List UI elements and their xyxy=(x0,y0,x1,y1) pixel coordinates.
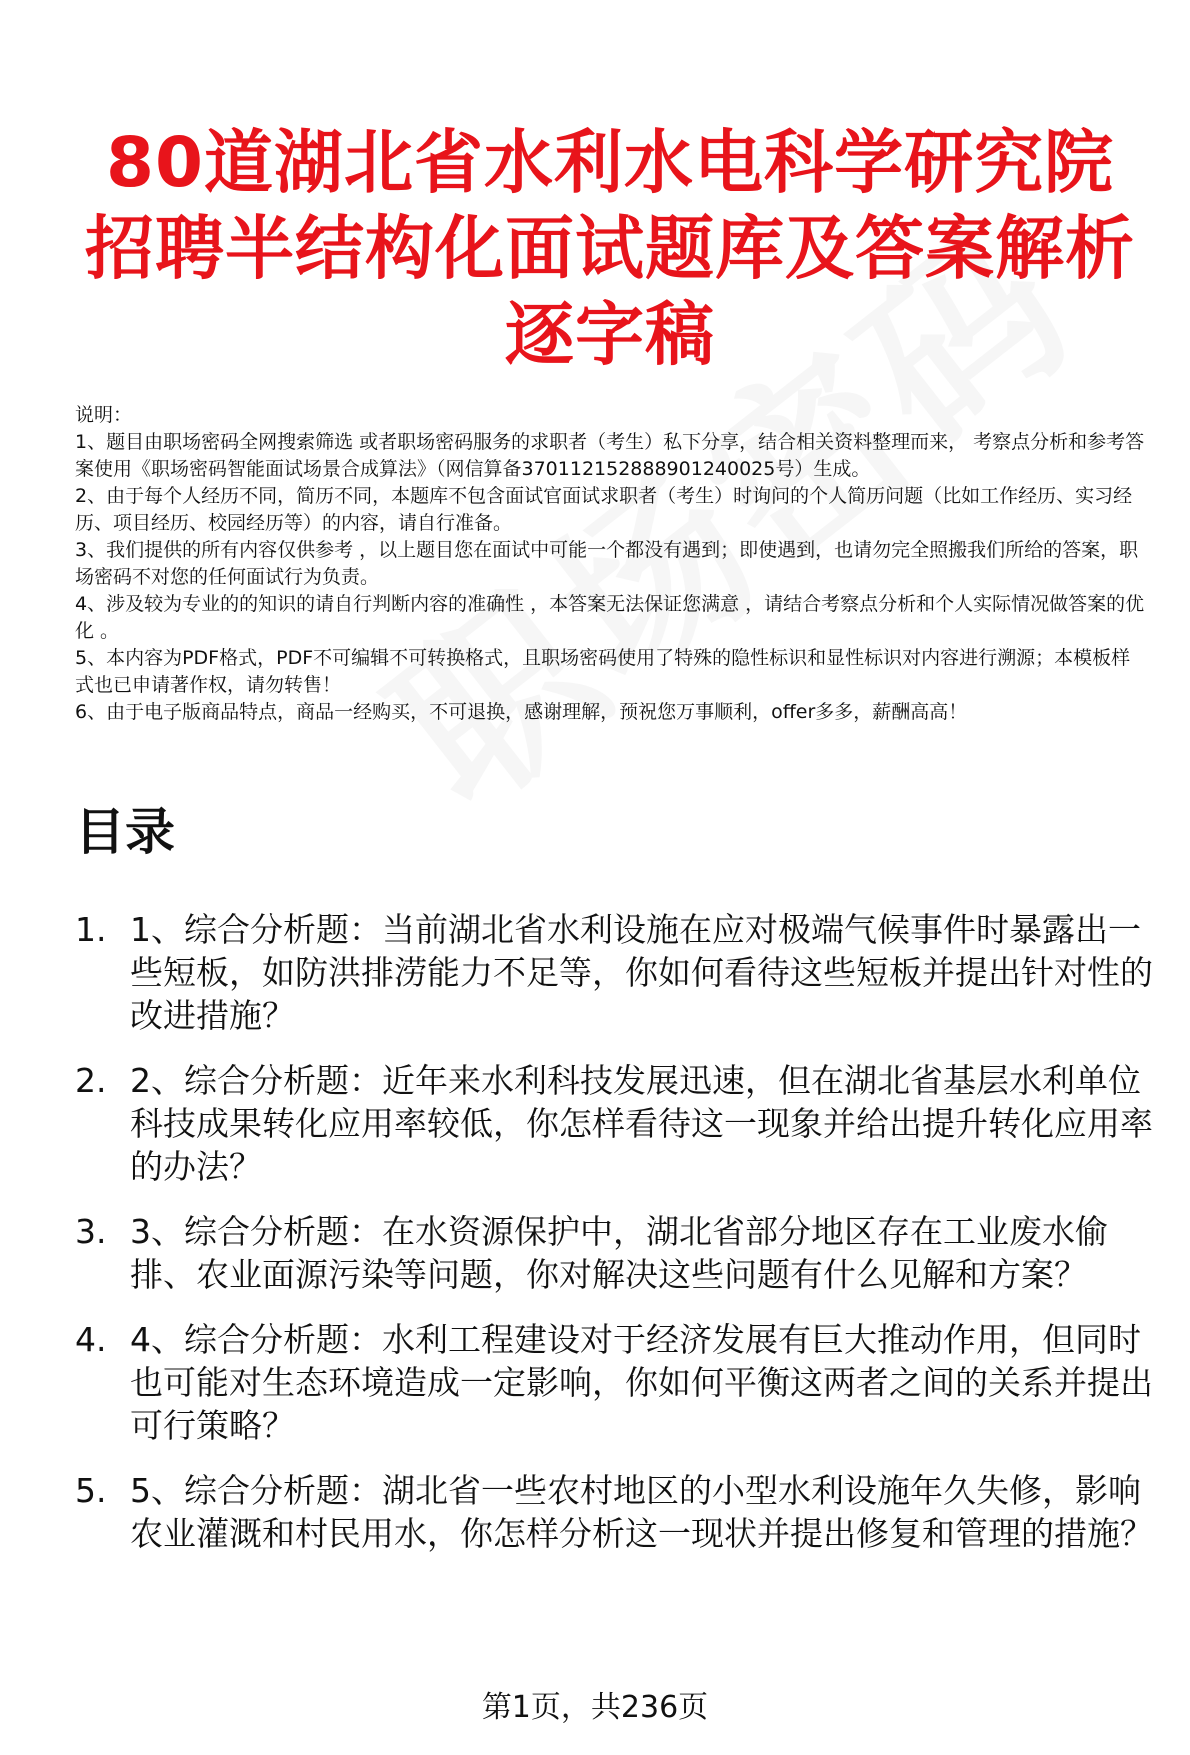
toc-item-text[interactable]: 3、综合分析题：在水资源保护中，湖北省部分地区存在工业废水偷排、农业面源污染等问题，你对解决这些问题有什么见解和方案？ xyxy=(130,1212,1108,1294)
notes-heading: 说明： xyxy=(75,404,133,426)
toc-item-text[interactable]: 1、综合分析题：当前湖北省水利设施在应对极端气候事件时暴露出一些短板，如防洪排涝能力不足等，你如何看待这些短板并提出针对性的改进措施？ xyxy=(130,910,1153,1035)
toc-item-number: 1. xyxy=(75,910,107,949)
toc-item-number: 5. xyxy=(75,1471,107,1510)
toc-item-text[interactable]: 4、综合分析题：水利工程建设对于经济发展有巨大推动作用，但同时也可能对生态环境造成一定影响，你如何平衡这两者之间的关系并提出可行策略？ xyxy=(130,1320,1153,1445)
notes-section xyxy=(75,402,1145,726)
note-item: 5、本内容为PDF格式，PDF不可编辑不可转换格式，且职场密码使用了特殊的隐性标识和显性标识对内容进行溯源；本模板样式也已申请著作权，请勿转售！ xyxy=(75,647,1131,696)
toc-item-text[interactable]: 5、综合分析题：湖北省一些农村地区的小型水利设施年久失修，影响农业灌溉和村民用水，你怎样分析这一现状并提出修复和管理的措施？ xyxy=(130,1471,1153,1553)
toc-item-text[interactable]: 2、综合分析题：近年来水利科技发展迅速，但在湖北省基层水利单位科技成果转化应用率较低，你怎样看待这一现象并给出提升转化应用率的办法？ xyxy=(130,1061,1153,1186)
toc-item[interactable] xyxy=(75,1210,1165,1296)
note-item: 2、由于每个人经历不同，简历不同，本题库不包含面试官面试求职者（考生）时询问的个人简历问题（比如工作经历、实习经历、项目经历、校园经历等）的内容，请自行准备。 xyxy=(75,485,1133,534)
note-item: 4、涉及较为专业的的知识的请自行判断内容的准确性 ，本答案无法保证您满意 ，请结合考察点分析和个人实际情况做答案的优化 。 xyxy=(75,593,1145,642)
note-item: 3、我们提供的所有内容仅供参考 ，以上题目您在面试中可能一个都没有遇到；即使遇到，也请勿完全照搬我们所给的答案，职场密码不对您的任何面试行为负责。 xyxy=(75,539,1139,588)
toc-item[interactable] xyxy=(75,1469,1165,1555)
document-title: 80道湖北省水利水电科学研究院招聘半结构化面试题库及答案解析逐字稿 xyxy=(85,123,1135,375)
toc-item-number: 4. xyxy=(75,1320,107,1359)
toc-item-number: 3. xyxy=(75,1212,107,1251)
toc-item[interactable] xyxy=(75,1059,1165,1188)
toc-heading: 目录 xyxy=(75,803,175,861)
note-item: 1、题目由职场密码全网搜索筛选 或者职场密码服务的求职者（考生）私下分享，结合相关资料整理而来， 考察点分析和参考答案使用《职场密码智能面试场景合成算法》（网信算备370112152888901240025号）生成。 xyxy=(75,431,1145,480)
toc-item[interactable] xyxy=(75,1318,1165,1447)
toc-list xyxy=(75,908,1165,1577)
toc-item-number: 2. xyxy=(75,1061,107,1100)
page-footer: 第1页，共236页 xyxy=(481,1690,709,1725)
toc-item[interactable] xyxy=(75,908,1165,1037)
note-item: 6、由于电子版商品特点，商品一经购买，不可退换，感谢理解，预祝您万事顺利，offer多多，薪酬高高！ xyxy=(75,701,968,723)
